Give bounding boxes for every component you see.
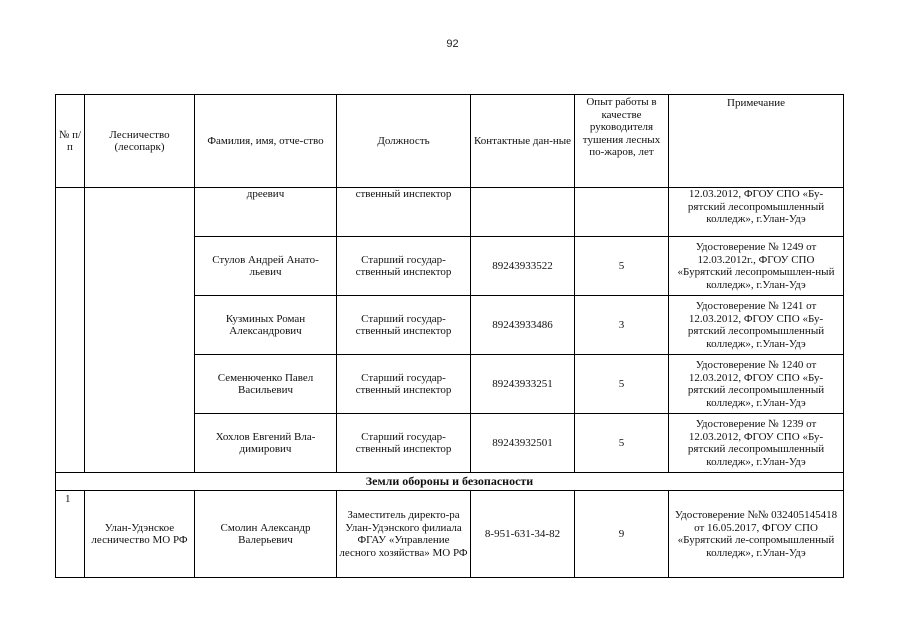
header-contacts: Контактные дан-ные: [471, 95, 575, 188]
cell-num: 1: [56, 491, 85, 578]
table-row: [56, 188, 844, 237]
cell-forestry: Улан-Удэнское лесничество МО РФ: [85, 491, 195, 578]
cell-experience-empty: [575, 188, 669, 237]
cell-position: Старший государ-ственный инспектор: [337, 296, 471, 355]
cell-fio: Семенюченко Павел Васильевич: [195, 355, 337, 414]
data-table: [55, 94, 844, 578]
cell-contact: 89243933251: [471, 355, 575, 414]
header-num: № п/п: [56, 95, 85, 188]
section-title: Земли обороны и безопасности: [56, 473, 844, 491]
cell-position: Старший государ-ственный инспектор: [337, 414, 471, 473]
cell-forestry-empty: [85, 188, 195, 473]
cell-experience: 5: [575, 237, 669, 296]
cell-contact: 89243933522: [471, 237, 575, 296]
cell-note: Удостоверение № 1249 от 12.03.2012г., ФГОУ СПО «Бурятский лесопромышлен-ный колледж», г.Улан-Удэ: [669, 237, 844, 296]
cell-position: Заместитель директо-ра Улан-Удэнского филиала ФГАУ «Управление лесного хозяйства» МО РФ: [337, 491, 471, 578]
cell-experience: 5: [575, 355, 669, 414]
cell-position: Старший государ-ственный инспектор: [337, 237, 471, 296]
cell-fio: Смолин Александр Валерьевич: [195, 491, 337, 578]
cell-note: Удостоверение №№ 032405145418 от 16.05.2017, ФГОУ СПО «Бурятский ле-сопромышленный колледж», г.Улан-Удэ: [669, 491, 844, 578]
table-header-row: [56, 95, 844, 188]
header-forestry: Лесничество (лесопарк): [85, 95, 195, 188]
cell-contact: 89243933486: [471, 296, 575, 355]
header-fio: Фамилия, имя, отче-ство: [195, 95, 337, 188]
cell-note: Удостоверение № 1240 от 12.03.2012, ФГОУ СПО «Бу-рятский лесопромышленный колледж», г.Улан-Удэ: [669, 355, 844, 414]
cell-position: Старший государ-ственный инспектор: [337, 355, 471, 414]
cell-num-empty: [56, 188, 85, 473]
cell-contact: 89243932501: [471, 414, 575, 473]
cell-fio: Хохлов Евгений Вла-димирович: [195, 414, 337, 473]
cell-position: ственный инспектор: [337, 188, 471, 237]
header-position: Должность: [337, 95, 471, 188]
cell-fio: Стулов Андрей Анато-льевич: [195, 237, 337, 296]
header-experience: Опыт работы в качестве руководителя тушения лесных по-жаров, лет: [575, 95, 669, 188]
cell-fio: дреевич: [195, 188, 337, 237]
section-header-row: [56, 473, 844, 491]
cell-note: 12.03.2012, ФГОУ СПО «Бу-рятский лесопромышленный колледж», г.Улан-Удэ: [669, 188, 844, 237]
cell-experience: 9: [575, 491, 669, 578]
cell-note: Удостоверение № 1241 от 12.03.2012, ФГОУ СПО «Бу-рятский лесопромышленный колледж», г.Улан-Удэ: [669, 296, 844, 355]
cell-fio: Кузминых Роман Александрович: [195, 296, 337, 355]
table-row: [56, 491, 844, 578]
cell-experience: 5: [575, 414, 669, 473]
cell-experience: 3: [575, 296, 669, 355]
cell-contact: 8-951-631-34-82: [471, 491, 575, 578]
cell-note: Удостоверение № 1239 от 12.03.2012, ФГОУ СПО «Бу-рятский лесопромышленный колледж», г.Улан-Удэ: [669, 414, 844, 473]
cell-contact-empty: [471, 188, 575, 237]
header-note: Примечание: [669, 95, 844, 188]
page-number: 92: [446, 38, 459, 50]
